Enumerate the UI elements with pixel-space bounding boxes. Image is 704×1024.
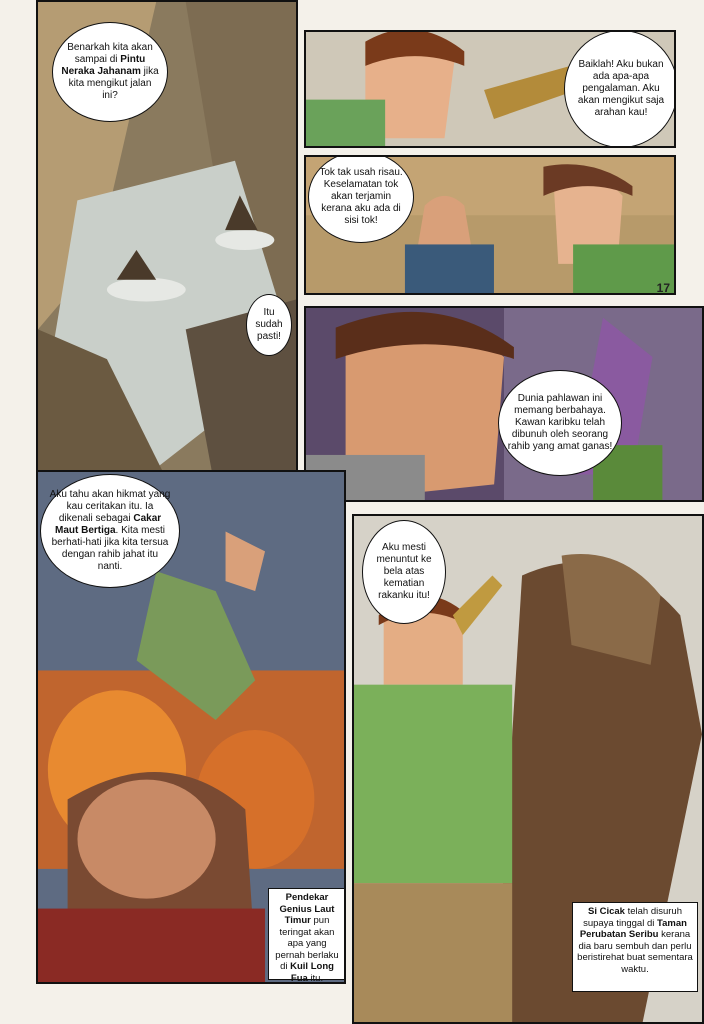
speech-bubble-revenge: Aku mesti menuntut ke bela atas kematian rakanku itu! <box>362 520 446 624</box>
panel-canyon-riders <box>36 0 298 492</box>
caption-flashback: Pendekar Genius Laut Timur pun teringat akan apa yang pernah berlaku di Kuil Long Fua itu. <box>268 888 346 980</box>
panel-hero-closeup <box>304 30 676 148</box>
caption-si-cicak: Si Cicak telah disuruh supaya tinggal di Taman Perubatan Seribu kerana dia baru sembuh dan perlu beristirehat buat sementara waktu. <box>572 902 698 992</box>
panel-reassurance <box>304 155 676 295</box>
speech-bubble-agree: Baiklah! Aku bukan ada apa-apa pengalaman. Aku akan mengikut saja arahan kau! <box>564 30 676 148</box>
speech-bubble-question: Benarkah kita akan sampai di Pintu Neraka Jahanam jika kita mengikut jalan ini? <box>52 22 168 122</box>
speech-bubble-answer: Itu sudah pasti! <box>246 294 292 356</box>
page-number: 17 <box>656 281 670 295</box>
panel-danger <box>304 306 704 502</box>
speech-bubble-danger: Dunia pahlawan ini memang berbahaya. Kawan karibku telah dibunuh oleh seorang rahib yang amat ganas! <box>498 370 622 476</box>
panel-hero-horse <box>352 514 704 1024</box>
speech-bubble-reassure: Tok tak usah risau. Keselamatan tok akan terjamin kerana aku ada di sisi tok! <box>308 155 414 243</box>
panel-flashback <box>36 470 346 984</box>
speech-bubble-technique: Aku tahu akan hikmat yang kau ceritakan itu. Ia dikenali sebagai Cakar Maut Bertiga. Kita mesti berhati-hati jika kita tersua dengan rahib jahat itu nanti. <box>40 474 180 588</box>
